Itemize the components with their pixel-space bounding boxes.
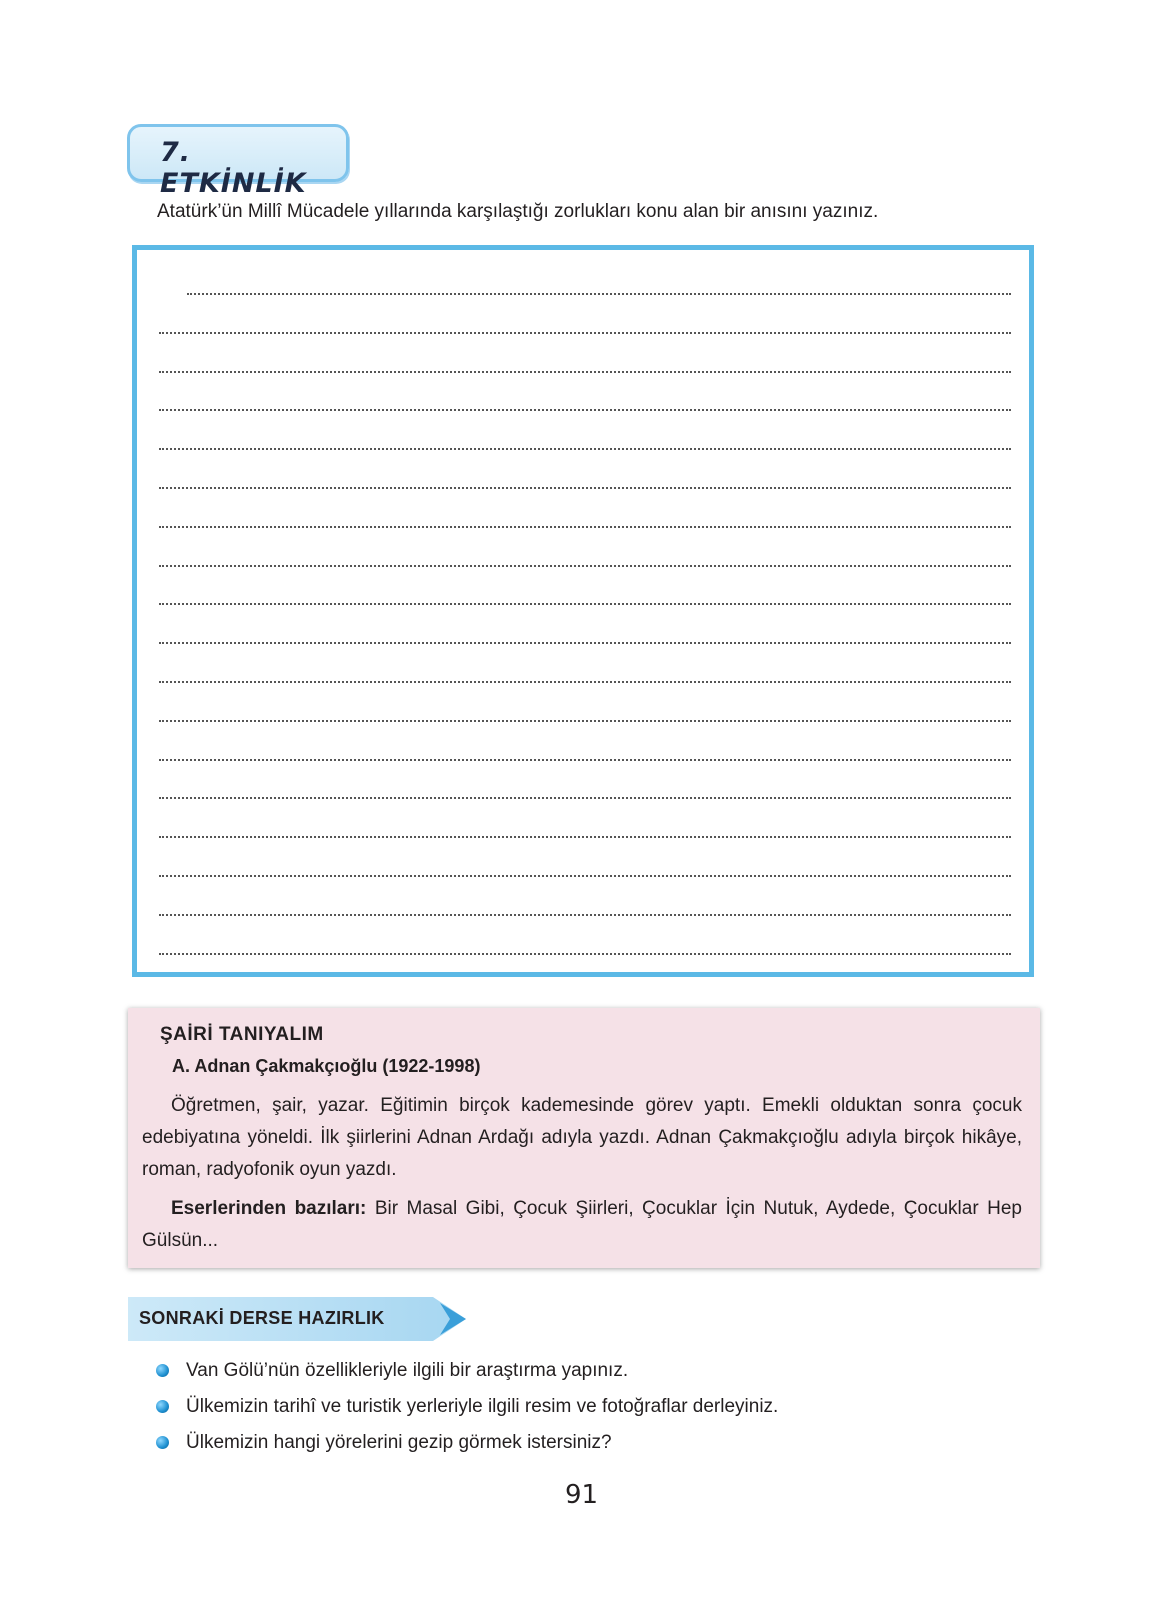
- writing-line: [159, 914, 1011, 916]
- activity-badge-label: 7. ETKİNLİK: [160, 137, 307, 199]
- preparation-banner: [128, 1297, 466, 1341]
- writing-line: [159, 836, 1011, 838]
- poet-works: [142, 1193, 1022, 1257]
- writing-line: [159, 565, 1011, 567]
- preparation-list: [156, 1360, 778, 1468]
- bullet-icon: [156, 1400, 169, 1413]
- list-item-text: Van Gölü’nün özellikleriyle ilgili bir araştırma yapınız.: [186, 1360, 629, 1381]
- bullet-icon: [156, 1364, 169, 1377]
- list-item-text: Ülkemizin hangi yörelerini gezip görmek istersiniz?: [186, 1432, 612, 1453]
- writing-line: [159, 759, 1011, 761]
- writing-line: [159, 409, 1011, 411]
- preparation-title: SONRAKİ DERSE HAZIRLIK: [139, 1308, 385, 1328]
- poet-works-label: Eserlerinden bazıları:: [171, 1198, 367, 1219]
- poet-text: [142, 1090, 1022, 1257]
- bullet-icon: [156, 1436, 169, 1449]
- list-item: [156, 1432, 778, 1468]
- writing-line: [159, 875, 1011, 877]
- writing-line: [159, 332, 1011, 334]
- writing-line: [159, 797, 1011, 799]
- writing-line: [159, 642, 1011, 644]
- writing-line: [159, 953, 1011, 955]
- writing-line: [159, 487, 1011, 489]
- writing-line: [159, 448, 1011, 450]
- writing-line: [187, 293, 1011, 295]
- poet-bio: Öğretmen, şair, yazar. Eğitimin birçok kademesinde görev yaptı. Emekli olduktan sonra çocuk edebiyatına yöneldi. İlk şiirlerini Adnan Ardağı adıyla yazdı. Adnan Çakmakçıoğlu adıyla birçok hikâye, roman, radyofonik oyun yazdı.: [142, 1095, 1022, 1180]
- page-number: 91: [565, 1480, 599, 1510]
- activity-instruction: Atatürk’ün Millî Mücadele yıllarında karşılaştığı zorlukları konu alan bir anısını yazınız.: [157, 201, 879, 222]
- poet-works-list: Bir Masal Gibi, Çocuk Şiirleri, Çocuklar İçin Nutuk, Aydede, Çocuklar Hep Gülsün...: [142, 1198, 1022, 1251]
- writing-line: [159, 603, 1011, 605]
- poet-info-box: [128, 1008, 1040, 1268]
- list-item: [156, 1396, 778, 1432]
- list-item-text: Ülkemizin tarihî ve turistik yerleriyle ilgili resim ve fotoğraflar derleyiniz.: [186, 1396, 779, 1417]
- writing-line: [159, 681, 1011, 683]
- writing-line: [159, 526, 1011, 528]
- writing-line: [159, 371, 1011, 373]
- writing-area[interactable]: [132, 245, 1034, 977]
- list-item: [156, 1360, 778, 1396]
- writing-line: [159, 720, 1011, 722]
- poet-section-title: ŞAİRİ TANIYALIM: [160, 1024, 324, 1045]
- poet-name: A. Adnan Çakmakçıoğlu (1922-1998): [172, 1056, 481, 1076]
- activity-badge: [127, 124, 349, 199]
